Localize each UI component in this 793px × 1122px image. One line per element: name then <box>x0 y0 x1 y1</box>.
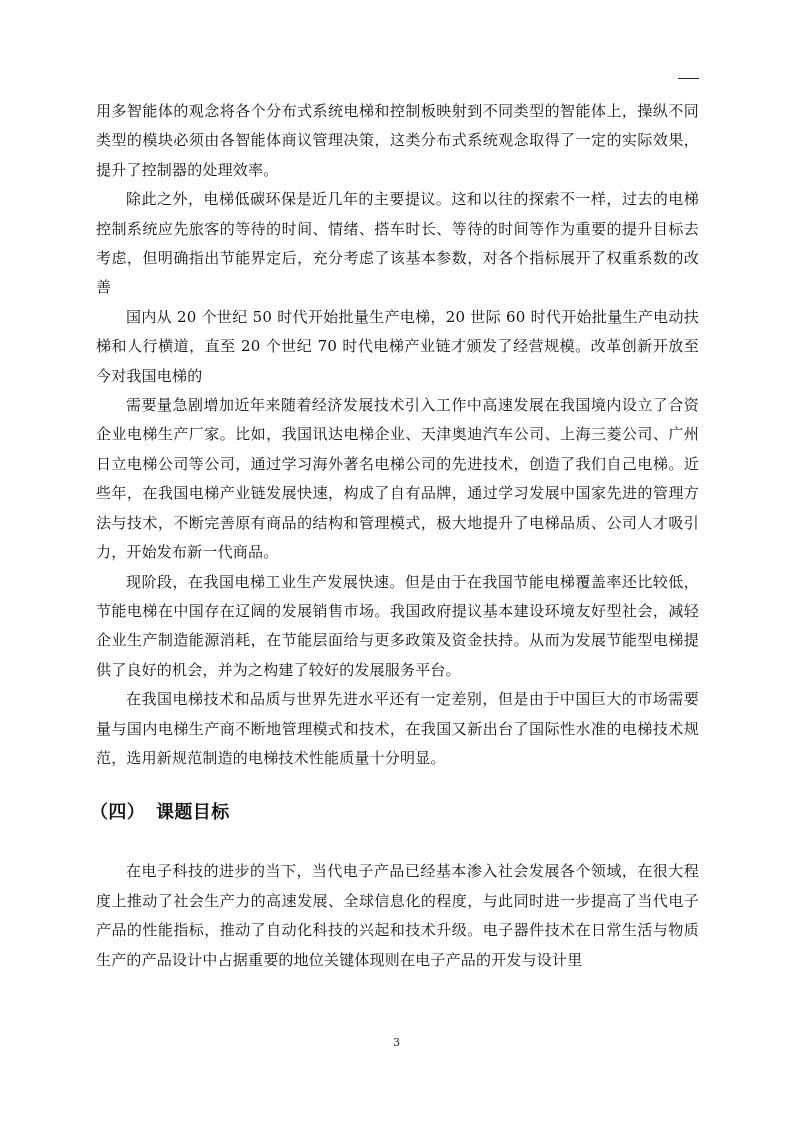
page-number: 3 <box>393 1036 400 1049</box>
paragraph-current-stage: 现阶段，在我国电梯工业生产发展快速。但是由于在我国节能电梯覆盖率还比较低，节能电梯在中国存在辽阔的发展销售市场。我国政府提议基本建设环境友好型社会，减轻企业生产制造能源消耗，在节能层面给与更多政策及资金扶持。从而为发展节能型电梯提供了良好的机会，并为之构建了较好的发展服务平台。 <box>96 572 699 679</box>
paragraph-technology-gap: 在我国电梯技术和品质与世界先进水平还有一定差别，但是由于中国巨大的市场需要量与国内电梯生产商不断地管理模式和技术，在我国又新出台了国际性水准的电梯技术规范，选用新规范制造的电梯技术性能质量十分明显。 <box>96 690 699 767</box>
paragraph-demand-growth: 需要量急剧增加近年来随着经济发展技术引入工作中高速发展在我国境内设立了合资企业电梯生产厂家。比如，我国讯达电梯企业、天津奥迪汽车公司、上海三菱公司、广州日立电梯公司等公司，通过学习海外著名电梯公司的先进技术，创造了我们自己电梯。近些年，在我国电梯产业链发展快速，构成了自有品牌，通过学习发展中国家先进的管理方法与技术，不断完善原有商品的结构和管理模式，极大地提升了电梯品质、公司人才吸引力，开始发布新一代商品。 <box>96 396 699 562</box>
section-heading <box>90 801 699 825</box>
section-number: （四） <box>90 802 146 824</box>
paragraph-domestic-history: 国内从 20 个世纪 50 时代开始批量生产电梯，20 世际 60 时代开始批量生产电动扶梯和人行横道，直至 20 个世纪 70 时代电梯产业链才颁发了经营规模。改革创新开放至今对我国电梯的 <box>96 307 699 385</box>
section-title: 课题目标 <box>156 802 230 824</box>
paragraph-continued: 用多智能体的观念将各个分布式系统电梯和控制板映射到不同类型的智能体上，操纵不同类型的模块必须由各智能体商议管理决策，这类分布式系统观念取得了一定的实际效果，提升了控制器的处理效率。 <box>96 102 699 179</box>
paragraph-objective: 在电子科技的进步的当下，当代电子产品已经基本渗入社会发展各个领域，在很大程度上推动了社会生产力的高速发展、全球信息化的程度，与此同时进一步提高了当代电子产品的性能指标，推动了自动化科技的兴起和技术升级。电子器件技术在日常生活与物质生产的产品设计中占据重要的地位关键体现则在电子产品的开发与设计里 <box>96 862 699 969</box>
header-rule <box>678 78 699 79</box>
page-body <box>90 97 699 975</box>
paragraph-low-carbon: 除此之外，电梯低碳环保是近几年的主要提议。这和以往的探索不一样，过去的电梯控制系统应先旅客的等待的时间、情绪、搭车时长、等待的时间等作为重要的提升目标去考虑，但明确指出节能界定后，充分考虑了该基本参数，对各个指标展开了权重系数的改善 <box>96 190 699 297</box>
